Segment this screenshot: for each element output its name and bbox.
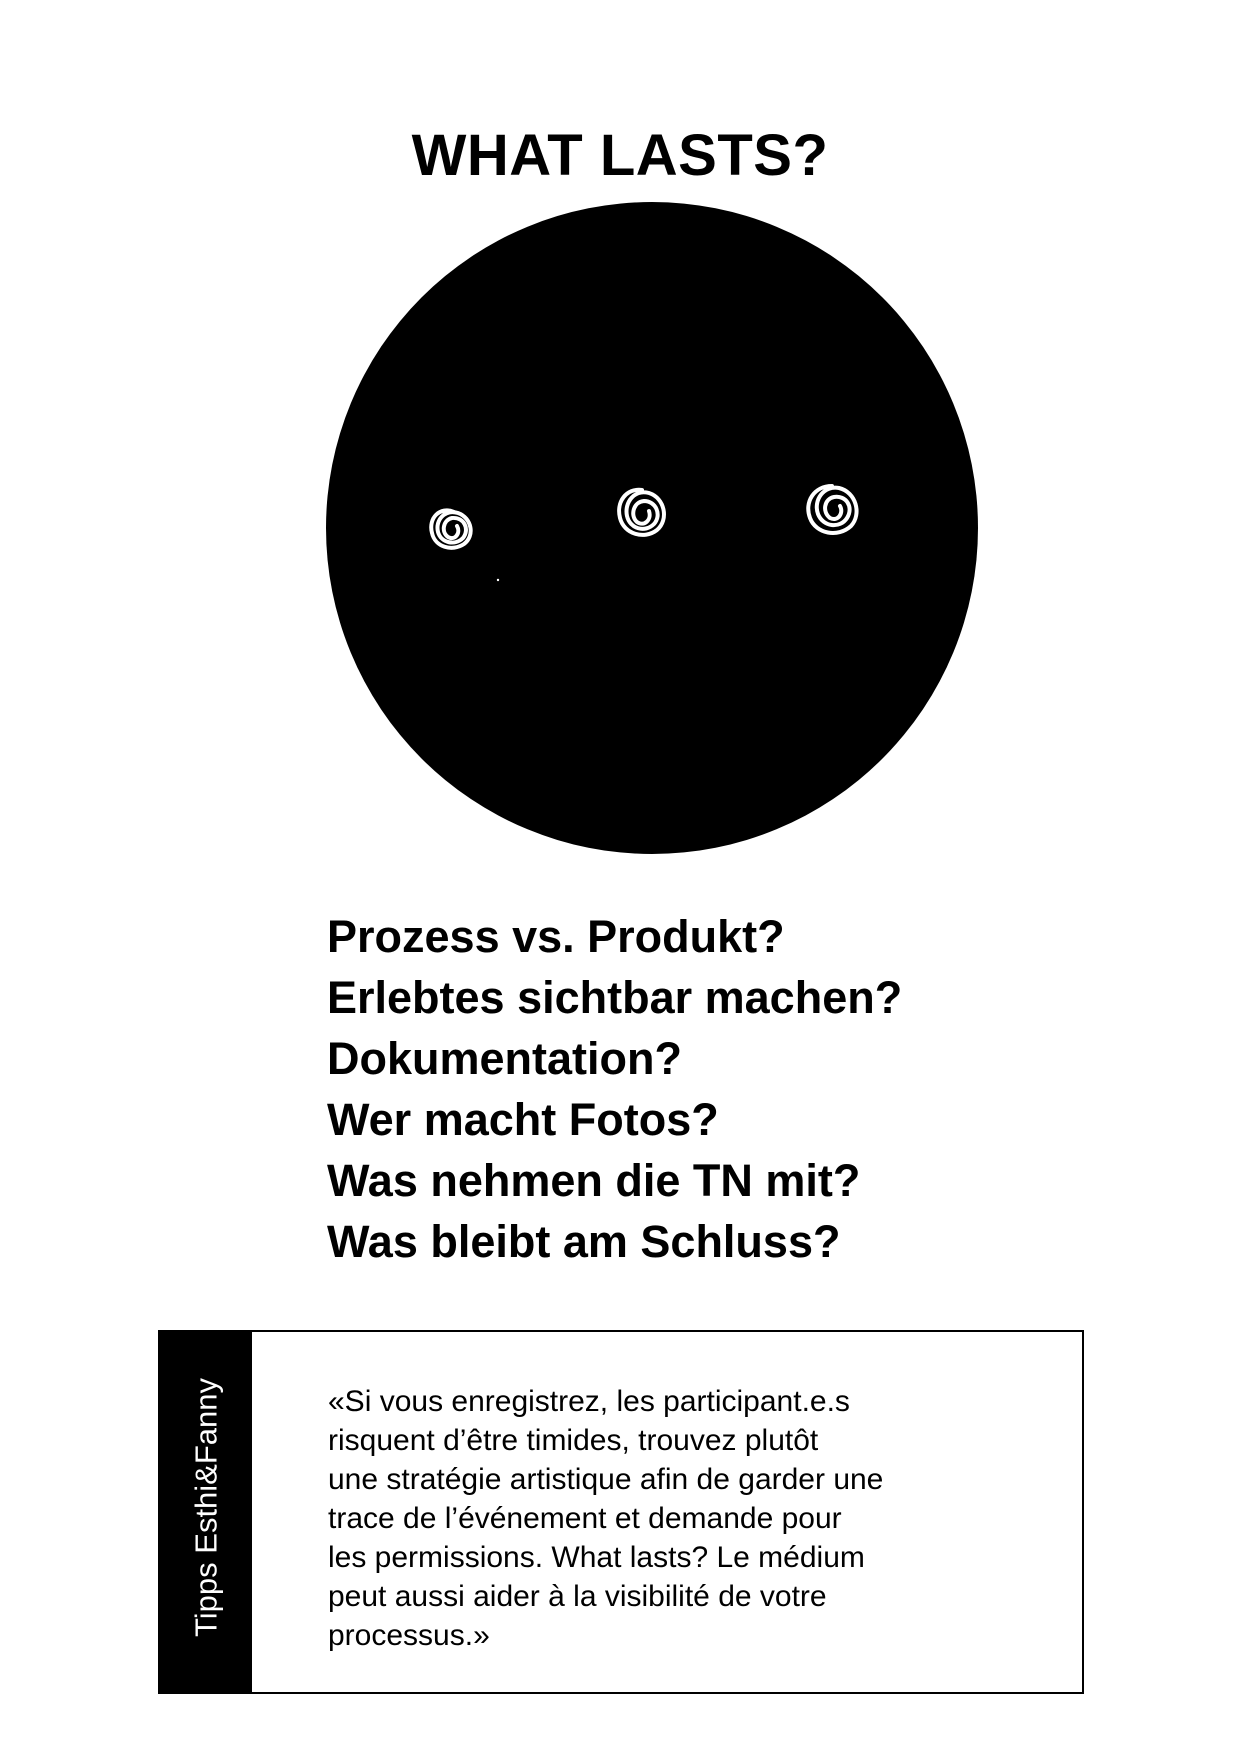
tip-label: Tipps Esthi&Fanny [188, 1377, 224, 1637]
question-list [327, 906, 902, 1272]
question-item: Prozess vs. Produkt? [327, 911, 785, 962]
quote-line: trace de l’événement et demande pour [328, 1502, 842, 1535]
tip-box [158, 1330, 1084, 1694]
speck [497, 579, 499, 581]
question-item: Dokumentation? [327, 1033, 682, 1084]
question-item: Was nehmen die TN mit? [327, 1155, 861, 1206]
tip-label-bar [160, 1332, 252, 1692]
quote-line: risquent d’être timides, trouvez plutôt [328, 1424, 819, 1457]
quote-line: les permissions. What lasts? Le médium [328, 1541, 865, 1574]
page-title: WHAT LASTS? [411, 122, 829, 188]
quote-line: peut aussi aider à la visibilité de votre [328, 1580, 827, 1613]
tip-quote [328, 1382, 1028, 1655]
circle-svg [324, 200, 980, 856]
black-circle-illustration [324, 200, 980, 856]
question-item: Wer macht Fotos? [327, 1094, 719, 1145]
question-item: Was bleibt am Schluss? [327, 1216, 841, 1267]
quote-line: «Si vous enregistrez, les participant.e.s [328, 1385, 850, 1418]
quote-line: une stratégie artistique afin de garder une [328, 1463, 884, 1496]
quote-line: processus.» [328, 1619, 490, 1652]
question-item: Erlebtes sichtbar machen? [327, 972, 903, 1023]
